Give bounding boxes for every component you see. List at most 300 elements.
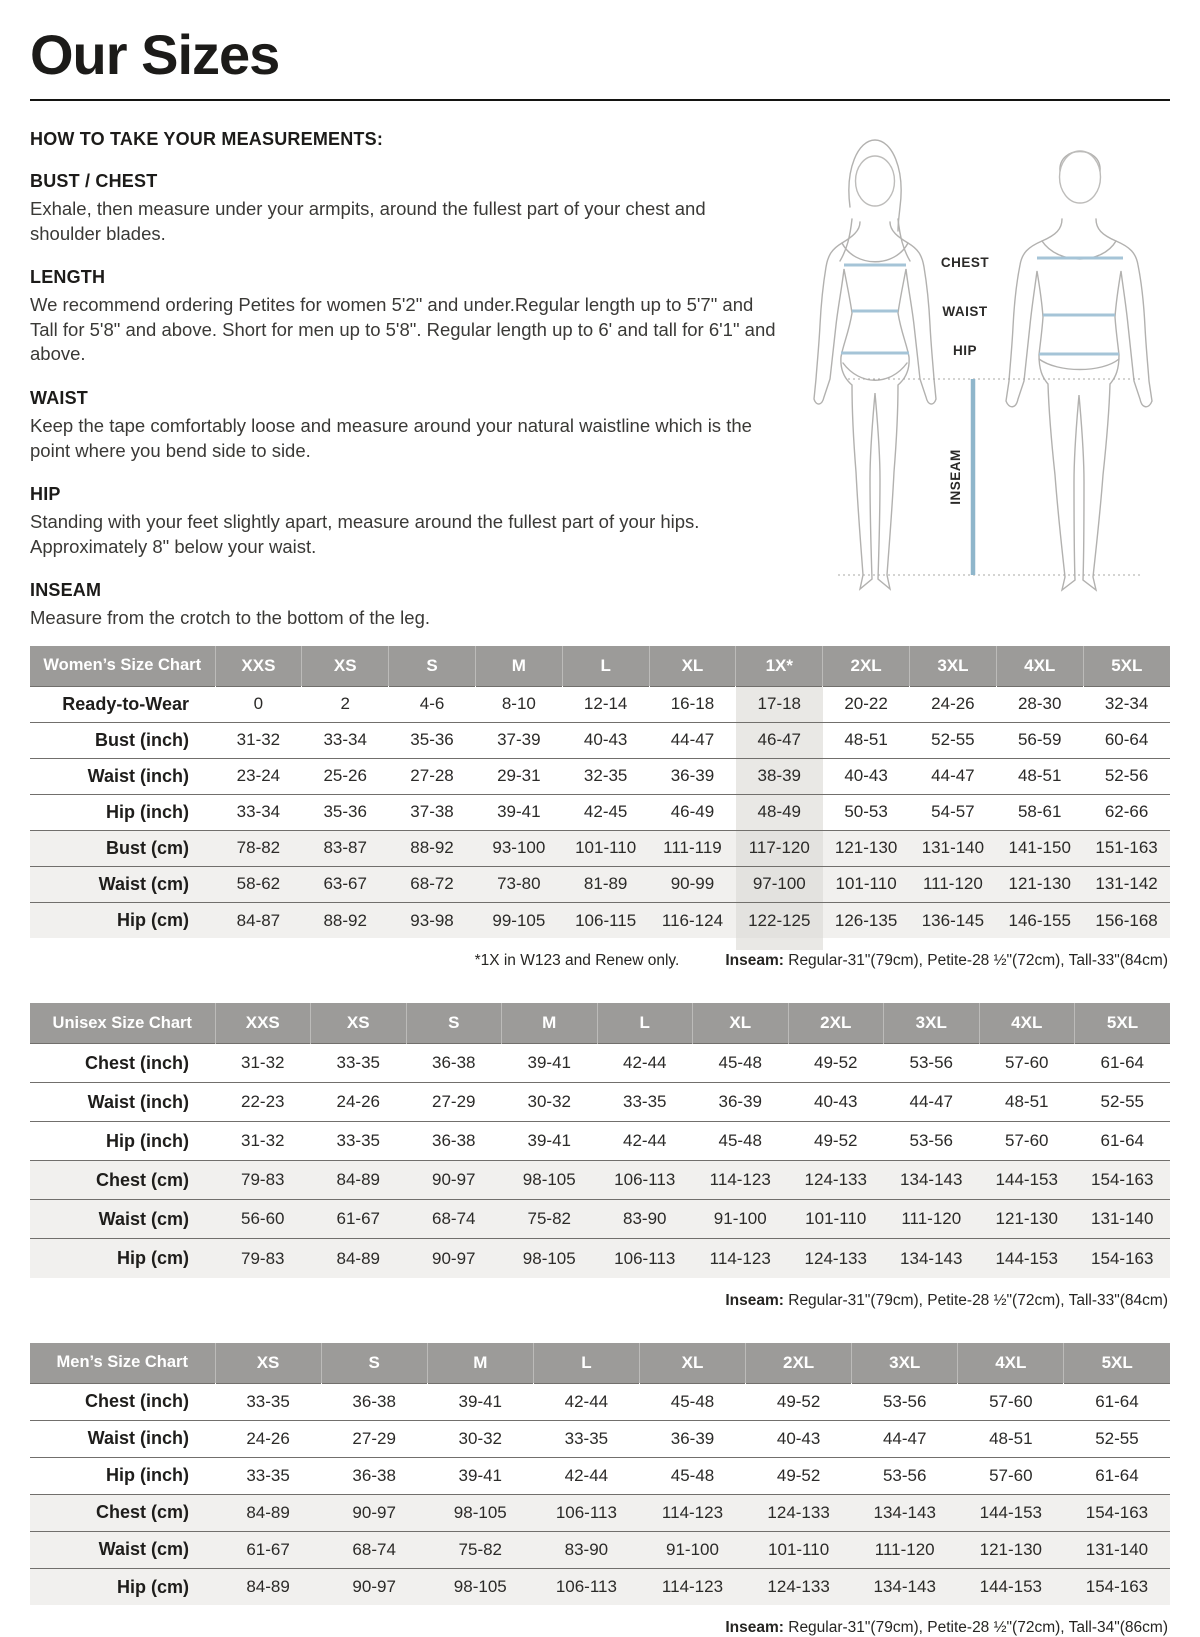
- size-cell: 60-64: [1083, 722, 1170, 758]
- size-cell: 111-119: [649, 830, 736, 866]
- row-label: Hip (cm): [30, 1568, 215, 1605]
- size-cell: 131-140: [1075, 1200, 1171, 1239]
- size-cell: 154-163: [1075, 1239, 1171, 1278]
- size-cell: 4-6: [389, 686, 476, 722]
- size-cell: 44-47: [910, 758, 997, 794]
- size-table-row: [30, 1457, 1170, 1494]
- size-cell: 97-100: [736, 866, 823, 902]
- size-cell: 42-45: [562, 794, 649, 830]
- highlight-column-extension: [736, 938, 823, 950]
- instruction-body: Keep the tape comfortably loose and measure around your natural waistline which is the point where you bend side to side.: [30, 414, 752, 461]
- size-cell: 117-120: [736, 830, 823, 866]
- size-cell: 61-64: [1075, 1122, 1171, 1161]
- size-cell: 101-110: [746, 1531, 852, 1568]
- size-cell: 42-44: [597, 1122, 693, 1161]
- size-cell: 83-90: [597, 1200, 693, 1239]
- size-cell: 37-38: [389, 794, 476, 830]
- size-cell: 39-41: [502, 1122, 598, 1161]
- instruction-section-bust-chest: [30, 171, 778, 246]
- size-table-row: [30, 1531, 1170, 1568]
- size-cell: 58-62: [215, 866, 302, 902]
- intro-section: [30, 125, 1170, 631]
- size-cell: 36-38: [321, 1383, 427, 1420]
- hip-label: HIP: [952, 343, 978, 358]
- size-cell: 91-100: [639, 1531, 745, 1568]
- size-table-row: [30, 866, 1170, 902]
- size-cell: 27-29: [406, 1083, 502, 1122]
- row-label: Chest (cm): [30, 1161, 215, 1200]
- size-cell: 83-87: [302, 830, 389, 866]
- size-column-header: XS: [215, 1343, 321, 1384]
- size-cell: 61-64: [1064, 1383, 1170, 1420]
- size-cell: 42-44: [533, 1457, 639, 1494]
- size-cell: 98-105: [427, 1494, 533, 1531]
- size-table-unisex: [30, 1003, 1170, 1278]
- size-cell: 116-124: [649, 902, 736, 938]
- size-cell: 46-47: [736, 722, 823, 758]
- measurement-instructions: [30, 125, 778, 631]
- size-table-title: Unisex Size Chart: [30, 1003, 215, 1044]
- size-cell: 111-120: [910, 866, 997, 902]
- size-cell: 37-39: [475, 722, 562, 758]
- women-table-footnotes: [30, 952, 1168, 970]
- size-cell: 144-153: [958, 1494, 1064, 1531]
- inseam-label: INSEAM: [948, 449, 963, 505]
- instruction-section-hip: [30, 484, 778, 559]
- size-column-header: M: [475, 646, 562, 687]
- size-cell: 68-74: [406, 1200, 502, 1239]
- size-cell: 98-105: [502, 1161, 598, 1200]
- size-cell: 33-35: [533, 1420, 639, 1457]
- size-column-header: XL: [693, 1003, 789, 1044]
- size-cell: 40-43: [823, 758, 910, 794]
- size-cell: 131-142: [1083, 866, 1170, 902]
- size-column-header: 2XL: [746, 1343, 852, 1384]
- size-cell: 36-39: [693, 1083, 789, 1122]
- row-label: Waist (inch): [30, 1083, 215, 1122]
- row-label: Chest (inch): [30, 1383, 215, 1420]
- size-cell: 49-52: [788, 1122, 884, 1161]
- inseam-note-label: Inseam:: [725, 1619, 784, 1637]
- size-cell: 84-89: [311, 1161, 407, 1200]
- size-cell: 84-89: [215, 1494, 321, 1531]
- size-column-header: 5XL: [1064, 1343, 1170, 1384]
- size-cell: 39-41: [427, 1383, 533, 1420]
- row-label: Ready-to-Wear: [30, 686, 215, 722]
- size-cell: 32-34: [1083, 686, 1170, 722]
- size-cell: 114-123: [639, 1568, 745, 1605]
- size-cell: 33-34: [302, 722, 389, 758]
- size-cell: 68-72: [389, 866, 476, 902]
- size-cell: 32-35: [562, 758, 649, 794]
- inseam-note-label: Inseam:: [725, 1291, 784, 1309]
- size-column-header: XXS: [215, 1003, 311, 1044]
- size-cell: 79-83: [215, 1239, 311, 1278]
- size-cell: 73-80: [475, 866, 562, 902]
- size-table-row: [30, 830, 1170, 866]
- size-cell: 124-133: [788, 1239, 884, 1278]
- size-cell: 111-120: [852, 1531, 958, 1568]
- size-cell: 93-98: [389, 902, 476, 938]
- size-cell: 42-44: [597, 1044, 693, 1083]
- size-column-header: 3XL: [884, 1003, 980, 1044]
- size-guide-page: [0, 22, 1200, 1637]
- size-table-row: [30, 722, 1170, 758]
- size-cell: 52-55: [1075, 1083, 1171, 1122]
- men-size-table-wrap: [30, 1343, 1170, 1606]
- size-table-women: [30, 646, 1170, 939]
- size-column-header: XL: [649, 646, 736, 687]
- women-size-chart-block: [30, 646, 1170, 971]
- size-cell: 114-123: [693, 1161, 789, 1200]
- men-size-chart-block: [30, 1343, 1170, 1637]
- size-cell: 33-35: [597, 1083, 693, 1122]
- size-cell: 48-51: [996, 758, 1083, 794]
- size-cell: 134-143: [884, 1239, 980, 1278]
- size-cell: 45-48: [639, 1383, 745, 1420]
- size-cell: 45-48: [693, 1122, 789, 1161]
- size-cell: 36-39: [639, 1420, 745, 1457]
- size-cell: 49-52: [746, 1383, 852, 1420]
- size-cell: 33-34: [215, 794, 302, 830]
- inseam-note-text: Regular-31"(79cm), Petite-28 ½"(72cm), Tall-33"(84cm): [783, 1291, 1168, 1309]
- size-cell: 39-41: [502, 1044, 598, 1083]
- size-cell: 154-163: [1064, 1494, 1170, 1531]
- instruction-section-waist: [30, 388, 778, 463]
- size-column-header: L: [597, 1003, 693, 1044]
- size-cell: 156-168: [1083, 902, 1170, 938]
- size-cell: 75-82: [502, 1200, 598, 1239]
- size-cell: 68-74: [321, 1531, 427, 1568]
- size-cell: 101-110: [823, 866, 910, 902]
- page-title: Our Sizes: [30, 23, 280, 86]
- size-cell: 46-49: [649, 794, 736, 830]
- men-table-footnotes: [30, 1619, 1168, 1637]
- size-cell: 28-30: [996, 686, 1083, 722]
- size-cell: 48-51: [979, 1083, 1075, 1122]
- size-cell: 24-26: [311, 1083, 407, 1122]
- size-cell: 36-38: [406, 1122, 502, 1161]
- size-cell: 90-97: [321, 1568, 427, 1605]
- size-cell: 62-66: [1083, 794, 1170, 830]
- instruction-body: Standing with your feet slightly apart, measure around the fullest part of your hips. Approximately 8" below your waist.: [30, 511, 700, 557]
- size-column-header: 3XL: [910, 646, 997, 687]
- size-cell: 56-59: [996, 722, 1083, 758]
- size-cell: 2: [302, 686, 389, 722]
- size-table-row: [30, 794, 1170, 830]
- size-cell: 29-31: [475, 758, 562, 794]
- size-column-header: 2XL: [823, 646, 910, 687]
- size-cell: 30-32: [427, 1420, 533, 1457]
- size-cell: 44-47: [884, 1083, 980, 1122]
- size-cell: 33-35: [311, 1122, 407, 1161]
- size-cell: 151-163: [1083, 830, 1170, 866]
- size-table-men: [30, 1343, 1170, 1606]
- size-table-title: Men’s Size Chart: [30, 1343, 215, 1384]
- size-cell: 83-90: [533, 1531, 639, 1568]
- row-label: Bust (inch): [30, 722, 215, 758]
- size-table-row: [30, 1239, 1170, 1278]
- size-cell: 124-133: [788, 1161, 884, 1200]
- size-cell: 30-32: [502, 1083, 598, 1122]
- size-cell: 131-140: [910, 830, 997, 866]
- size-cell: 90-97: [406, 1239, 502, 1278]
- inseam-note-label: Inseam:: [725, 952, 784, 970]
- row-label: Hip (inch): [30, 794, 215, 830]
- size-cell: 111-120: [884, 1200, 980, 1239]
- men-inseam-note: [725, 1619, 1168, 1637]
- size-cell: 122-125: [736, 902, 823, 938]
- size-column-header: 5XL: [1075, 1003, 1171, 1044]
- size-table-row: [30, 1494, 1170, 1531]
- size-column-header: 5XL: [1083, 646, 1170, 687]
- size-cell: 91-100: [693, 1200, 789, 1239]
- instruction-heading: INSEAM: [30, 580, 102, 601]
- size-table-row: [30, 1122, 1170, 1161]
- size-table-row: [30, 686, 1170, 722]
- size-cell: 134-143: [852, 1568, 958, 1605]
- size-cell: 101-110: [788, 1200, 884, 1239]
- size-cell: 121-130: [996, 866, 1083, 902]
- row-label: Hip (cm): [30, 1239, 215, 1278]
- size-cell: 31-32: [215, 1044, 311, 1083]
- row-label: Hip (inch): [30, 1122, 215, 1161]
- size-cell: 136-145: [910, 902, 997, 938]
- size-cell: 93-100: [475, 830, 562, 866]
- size-cell: 52-56: [1083, 758, 1170, 794]
- size-cell: 114-123: [693, 1239, 789, 1278]
- size-column-header: L: [562, 646, 649, 687]
- size-cell: 98-105: [502, 1239, 598, 1278]
- size-table-title: Women’s Size Chart: [30, 646, 215, 687]
- size-cell: 50-53: [823, 794, 910, 830]
- size-cell: 35-36: [302, 794, 389, 830]
- size-table-header-row: [30, 1343, 1170, 1384]
- measurement-diagram: [778, 125, 1170, 599]
- instruction-heading: BUST / CHEST: [30, 171, 158, 191]
- size-cell: 53-56: [852, 1383, 958, 1420]
- size-cell: 154-163: [1075, 1161, 1171, 1200]
- size-cell: 38-39: [736, 758, 823, 794]
- size-cell: 61-64: [1064, 1457, 1170, 1494]
- size-cell: 106-113: [533, 1494, 639, 1531]
- size-cell: 53-56: [852, 1457, 958, 1494]
- size-table-row: [30, 1200, 1170, 1239]
- body-measurement-illustration: [790, 127, 1170, 599]
- size-cell: 90-97: [321, 1494, 427, 1531]
- size-cell: 16-18: [649, 686, 736, 722]
- size-column-header: M: [502, 1003, 598, 1044]
- size-cell: 144-153: [979, 1161, 1075, 1200]
- size-cell: 124-133: [746, 1568, 852, 1605]
- instruction-body: Measure from the crotch to the bottom of the leg.: [30, 607, 431, 629]
- size-cell: 98-105: [427, 1568, 533, 1605]
- size-cell: 36-38: [321, 1457, 427, 1494]
- size-cell: 106-113: [533, 1568, 639, 1605]
- size-cell: 57-60: [958, 1457, 1064, 1494]
- size-cell: 144-153: [958, 1568, 1064, 1605]
- size-cell: 49-52: [746, 1457, 852, 1494]
- size-cell: 33-35: [215, 1383, 321, 1420]
- size-cell: 53-56: [884, 1044, 980, 1083]
- chest-label: CHEST: [940, 255, 990, 270]
- size-cell: 57-60: [979, 1044, 1075, 1083]
- size-column-header: XXS: [215, 646, 302, 687]
- size-cell: 61-67: [311, 1200, 407, 1239]
- size-column-header: 4XL: [958, 1343, 1064, 1384]
- size-cell: 61-67: [215, 1531, 321, 1568]
- size-cell: 27-28: [389, 758, 476, 794]
- row-label: Hip (cm): [30, 902, 215, 938]
- size-cell: 39-41: [475, 794, 562, 830]
- size-cell: 106-113: [597, 1239, 693, 1278]
- size-cell: 23-24: [215, 758, 302, 794]
- size-cell: 134-143: [884, 1161, 980, 1200]
- size-cell: 124-133: [746, 1494, 852, 1531]
- row-label: Bust (cm): [30, 830, 215, 866]
- size-cell: 31-32: [215, 1122, 311, 1161]
- size-table-header-row: [30, 646, 1170, 687]
- size-cell: 20-22: [823, 686, 910, 722]
- size-column-header: 2XL: [788, 1003, 884, 1044]
- size-column-header: 4XL: [996, 646, 1083, 687]
- size-cell: 81-89: [562, 866, 649, 902]
- size-cell: 106-113: [597, 1161, 693, 1200]
- size-cell: 75-82: [427, 1531, 533, 1568]
- size-cell: 84-89: [311, 1239, 407, 1278]
- instruction-heading: HIP: [30, 484, 61, 505]
- size-cell: 27-29: [321, 1420, 427, 1457]
- size-cell: 31-32: [215, 722, 302, 758]
- size-cell: 35-36: [389, 722, 476, 758]
- women-size-table-wrap: [30, 646, 1170, 939]
- size-column-header: 1X*: [736, 646, 823, 687]
- row-label: Waist (inch): [30, 1420, 215, 1457]
- unisex-table-footnotes: [30, 1292, 1168, 1310]
- size-column-header: S: [406, 1003, 502, 1044]
- size-column-header: S: [389, 646, 476, 687]
- size-table-row: [30, 902, 1170, 938]
- size-cell: 53-56: [884, 1122, 980, 1161]
- size-column-header: 3XL: [852, 1343, 958, 1384]
- size-cell: 40-43: [562, 722, 649, 758]
- unisex-size-table-wrap: [30, 1003, 1170, 1278]
- size-column-header: L: [533, 1343, 639, 1384]
- size-cell: 44-47: [649, 722, 736, 758]
- size-cell: 144-153: [979, 1239, 1075, 1278]
- size-column-header: M: [427, 1343, 533, 1384]
- size-cell: 88-92: [302, 902, 389, 938]
- size-cell: 24-26: [910, 686, 997, 722]
- how-to-heading: HOW TO TAKE YOUR MEASUREMENTS:: [30, 129, 384, 149]
- size-cell: 90-99: [649, 866, 736, 902]
- size-table-row: [30, 758, 1170, 794]
- size-cell: 40-43: [746, 1420, 852, 1457]
- size-cell: 101-110: [562, 830, 649, 866]
- size-cell: 121-130: [979, 1200, 1075, 1239]
- size-table-row: [30, 1161, 1170, 1200]
- one-x-footnote: *1X in W123 and Renew only.: [474, 952, 680, 970]
- row-label: Waist (cm): [30, 1200, 215, 1239]
- size-table-header-row: [30, 1003, 1170, 1044]
- size-cell: 48-49: [736, 794, 823, 830]
- size-cell: 84-87: [215, 902, 302, 938]
- row-label: Hip (inch): [30, 1457, 215, 1494]
- size-cell: 36-39: [649, 758, 736, 794]
- instruction-section-inseam: [30, 580, 778, 631]
- size-cell: 39-41: [427, 1457, 533, 1494]
- instruction-section-length: [30, 267, 778, 367]
- size-cell: 17-18: [736, 686, 823, 722]
- row-label: Waist (cm): [30, 866, 215, 902]
- size-cell: 22-23: [215, 1083, 311, 1122]
- unisex-inseam-note: [725, 1292, 1168, 1310]
- size-cell: 141-150: [996, 830, 1083, 866]
- size-cell: 126-135: [823, 902, 910, 938]
- man-figure-outline: [1006, 151, 1152, 590]
- woman-figure-outline: [814, 140, 936, 589]
- row-label: Waist (cm): [30, 1531, 215, 1568]
- size-cell: 90-97: [406, 1161, 502, 1200]
- size-table-row: [30, 1420, 1170, 1457]
- size-cell: 54-57: [910, 794, 997, 830]
- size-cell: 45-48: [639, 1457, 745, 1494]
- inseam-note-text: Regular-31"(79cm), Petite-28 ½"(72cm), Tall-33"(84cm): [783, 952, 1168, 970]
- size-cell: 134-143: [852, 1494, 958, 1531]
- women-inseam-note: [725, 952, 1168, 970]
- size-cell: 63-67: [302, 866, 389, 902]
- unisex-size-chart-block: [30, 1003, 1170, 1310]
- size-column-header: XS: [302, 646, 389, 687]
- instruction-heading: LENGTH: [30, 267, 106, 288]
- size-cell: 52-55: [1064, 1420, 1170, 1457]
- title-divider: [30, 99, 1170, 101]
- size-cell: 84-89: [215, 1568, 321, 1605]
- size-cell: 40-43: [788, 1083, 884, 1122]
- size-cell: 57-60: [958, 1383, 1064, 1420]
- size-cell: 25-26: [302, 758, 389, 794]
- size-cell: 0: [215, 686, 302, 722]
- size-cell: 36-38: [406, 1044, 502, 1083]
- inseam-note-text: Regular-31"(79cm), Petite-28 ½"(72cm), Tall-34"(86cm): [783, 1619, 1168, 1637]
- size-cell: 58-61: [996, 794, 1083, 830]
- size-table-row: [30, 1383, 1170, 1420]
- size-cell: 49-52: [788, 1044, 884, 1083]
- size-cell: 99-105: [475, 902, 562, 938]
- size-column-header: S: [321, 1343, 427, 1384]
- instruction-body: Exhale, then measure under your armpits, around the fullest part of your chest and shoulder blades.: [30, 198, 706, 244]
- size-cell: 131-140: [1064, 1531, 1170, 1568]
- size-cell: 24-26: [215, 1420, 321, 1457]
- size-cell: 154-163: [1064, 1568, 1170, 1605]
- size-cell: 114-123: [639, 1494, 745, 1531]
- size-cell: 45-48: [693, 1044, 789, 1083]
- size-cell: 48-51: [958, 1420, 1064, 1457]
- size-cell: 44-47: [852, 1420, 958, 1457]
- size-column-header: XL: [639, 1343, 745, 1384]
- instruction-body: We recommend ordering Petites for women 5'2" and under.Regular length up to 5'7" and Tall for 5'8" and above. Short for men up to 5'8". Regular length up to 6' and tall for 6'1" and above.: [30, 294, 776, 365]
- size-cell: 88-92: [389, 830, 476, 866]
- size-cell: 61-64: [1075, 1044, 1171, 1083]
- row-label: Waist (inch): [30, 758, 215, 794]
- instruction-heading: WAIST: [30, 387, 88, 408]
- size-cell: 78-82: [215, 830, 302, 866]
- size-cell: 121-130: [958, 1531, 1064, 1568]
- size-cell: 8-10: [475, 686, 562, 722]
- size-column-header: XS: [311, 1003, 407, 1044]
- man-measure-lines: [1037, 258, 1123, 354]
- size-cell: 12-14: [562, 686, 649, 722]
